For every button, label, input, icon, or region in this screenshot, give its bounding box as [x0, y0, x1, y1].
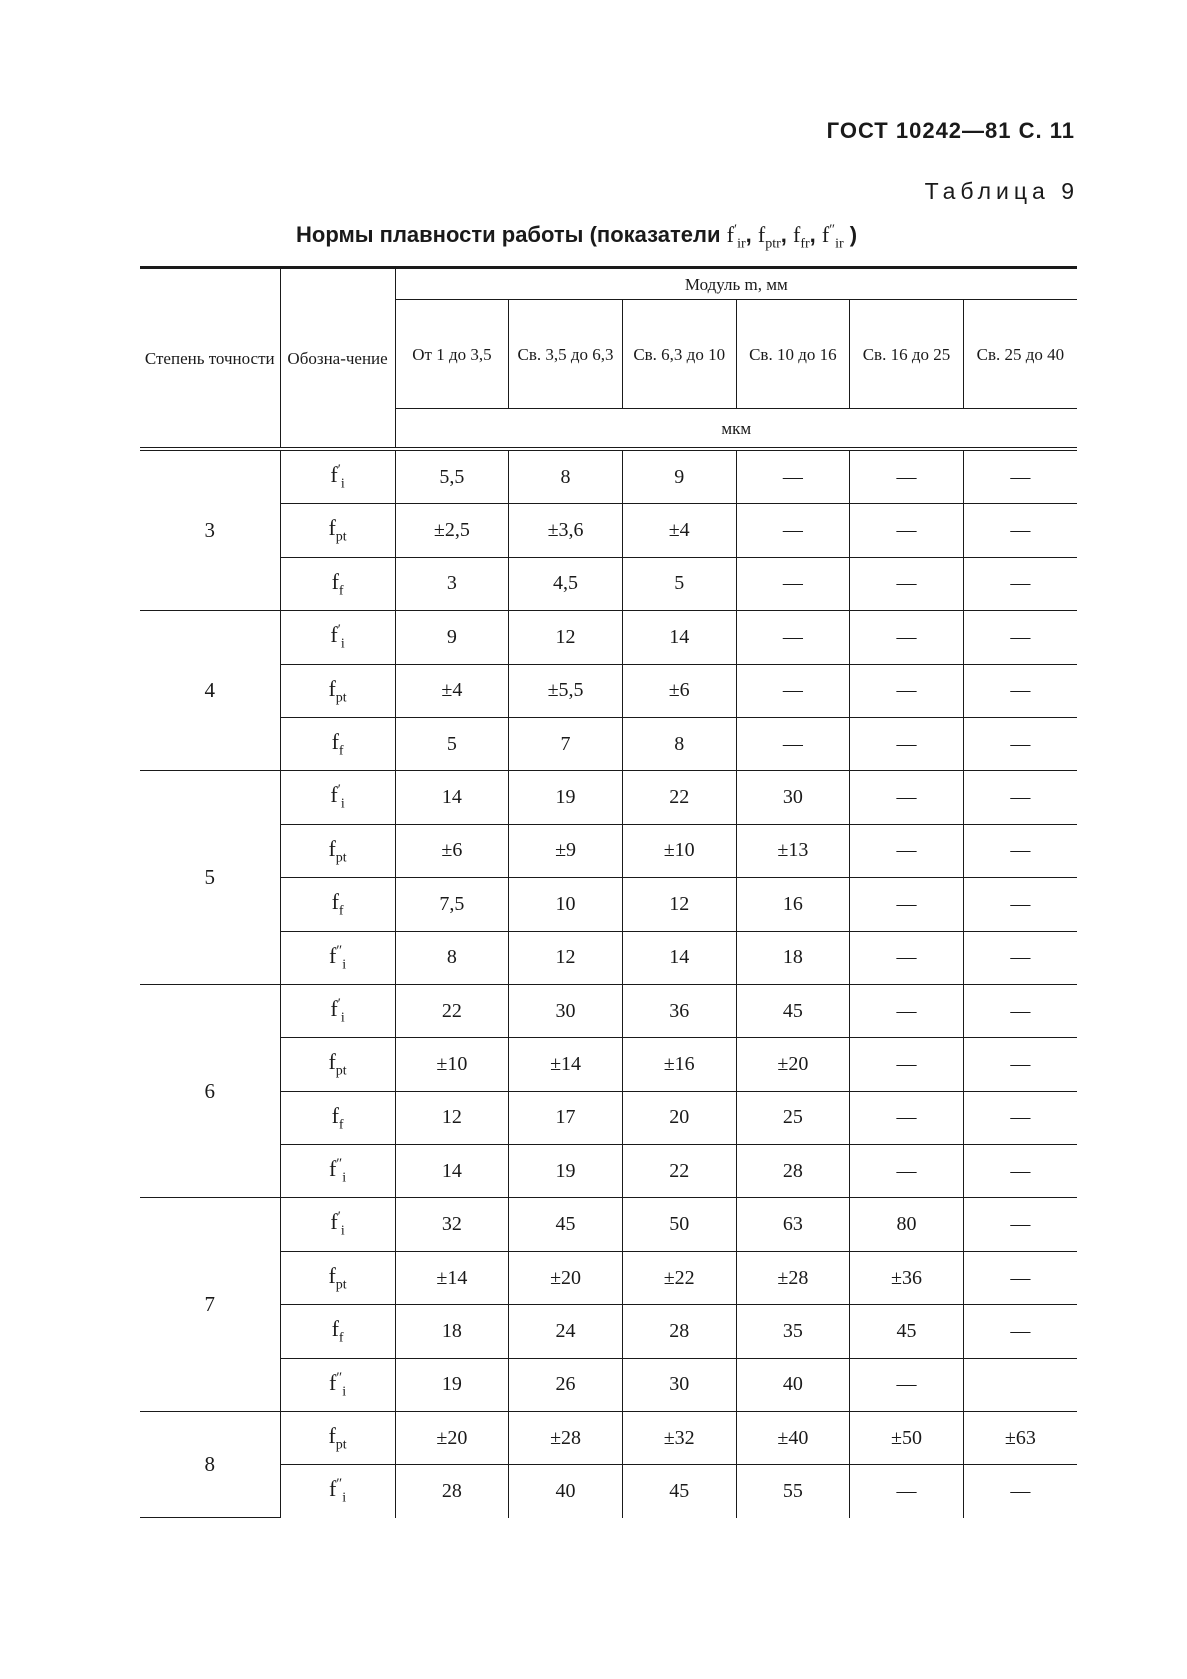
value-cell: 35	[736, 1305, 850, 1358]
value-cell: 45	[622, 1465, 736, 1518]
value-cell: 45	[736, 984, 850, 1037]
value-cell: —	[736, 611, 850, 664]
module-range-header: Св. 3,5 до 6,3	[509, 300, 623, 409]
value-cell: —	[850, 664, 964, 717]
designation-cell: $f'_i$	[280, 1198, 395, 1251]
value-cell: 19	[395, 1358, 509, 1411]
value-cell: ±4	[622, 504, 736, 557]
value-cell: ±22	[622, 1251, 736, 1304]
value-cell: 12	[622, 878, 736, 931]
table-row	[140, 1305, 1077, 1358]
value-cell: ±4	[395, 664, 509, 717]
title-separator: ,	[745, 222, 752, 247]
value-cell: 8	[509, 449, 623, 504]
value-cell: 63	[736, 1198, 850, 1251]
value-cell: 5	[622, 557, 736, 610]
value-cell: 3	[395, 557, 509, 610]
value-cell: 28	[395, 1465, 509, 1518]
accuracy-degree-cell: 6	[140, 984, 280, 1198]
designation-cell: $f_{pt}$	[280, 1251, 395, 1304]
value-cell: 14	[395, 771, 509, 824]
value-cell: ±6	[395, 824, 509, 877]
value-cell: 14	[622, 611, 736, 664]
value-cell: ±20	[736, 1038, 850, 1091]
value-cell: 5	[395, 717, 509, 770]
value-cell: 7	[509, 717, 623, 770]
module-range-header: Св. 10 до 16	[736, 300, 850, 409]
value-cell: 24	[509, 1305, 623, 1358]
value-cell: ±16	[622, 1038, 736, 1091]
value-cell: 30	[622, 1358, 736, 1411]
module-range-header: Св. 25 до 40	[963, 300, 1077, 409]
value-cell: ±36	[850, 1251, 964, 1304]
value-cell: —	[963, 984, 1077, 1037]
value-cell: —	[850, 1465, 964, 1518]
value-cell: —	[850, 611, 964, 664]
designation-cell: $f''_i$	[280, 1145, 395, 1198]
value-cell: —	[963, 771, 1077, 824]
table-row	[140, 1412, 1077, 1465]
value-cell: —	[963, 717, 1077, 770]
value-cell: —	[963, 1145, 1077, 1198]
value-cell: ±63	[963, 1412, 1077, 1465]
value-cell: ±40	[736, 1412, 850, 1465]
designation-cell: $f_f$	[280, 1305, 395, 1358]
table-row	[140, 984, 1077, 1037]
value-cell: 8	[622, 717, 736, 770]
table-row	[140, 1038, 1077, 1091]
value-cell: 36	[622, 984, 736, 1037]
accuracy-degree-cell: 3	[140, 449, 280, 611]
designation-column-header: Обозна-чение	[280, 268, 395, 450]
value-cell: ±20	[509, 1251, 623, 1304]
designation-cell: $f_{pt}$	[280, 1038, 395, 1091]
value-cell: ±5,5	[509, 664, 623, 717]
designation-cell: $f'_i$	[280, 771, 395, 824]
smoothness-norms-table	[140, 266, 1077, 1518]
designation-cell: $f'_i$	[280, 984, 395, 1037]
value-cell: —	[736, 557, 850, 610]
units-header: мкм	[395, 409, 1077, 450]
table-row	[140, 771, 1077, 824]
value-cell: 10	[509, 878, 623, 931]
value-cell: 26	[509, 1358, 623, 1411]
table-title	[296, 222, 857, 252]
value-cell: ±20	[395, 1412, 509, 1465]
module-group-header: Модуль m, мм	[395, 268, 1077, 300]
value-cell: ±9	[509, 824, 623, 877]
title-suffix: )	[849, 222, 858, 247]
table-header	[140, 268, 1077, 450]
value-cell: ±14	[509, 1038, 623, 1091]
table-row	[140, 931, 1077, 984]
value-cell: —	[850, 878, 964, 931]
value-cell: ±10	[622, 824, 736, 877]
value-cell: —	[736, 504, 850, 557]
designation-cell: $f'_i$	[280, 611, 395, 664]
value-cell: 50	[622, 1198, 736, 1251]
value-cell: 9	[395, 611, 509, 664]
value-cell: —	[963, 1465, 1077, 1518]
designation-cell: $f_f$	[280, 1091, 395, 1144]
table-row	[140, 1465, 1077, 1518]
designation-cell: $f_{pt}$	[280, 1412, 395, 1465]
value-cell: 18	[736, 931, 850, 984]
designation-cell: $f_{pt}$	[280, 504, 395, 557]
value-cell: —	[850, 717, 964, 770]
value-cell: —	[850, 1145, 964, 1198]
table-row	[140, 504, 1077, 557]
value-cell: —	[850, 1038, 964, 1091]
value-cell: —	[850, 931, 964, 984]
value-cell: 30	[736, 771, 850, 824]
value-cell: 9	[622, 449, 736, 504]
accuracy-degree-cell: 8	[140, 1412, 280, 1518]
value-cell: 55	[736, 1465, 850, 1518]
value-cell: —	[850, 771, 964, 824]
designation-cell: $f''_i$	[280, 1358, 395, 1411]
value-cell: 19	[509, 1145, 623, 1198]
value-cell: 32	[395, 1198, 509, 1251]
designation-cell: $f_{pt}$	[280, 824, 395, 877]
value-cell: 12	[395, 1091, 509, 1144]
value-cell: 28	[622, 1305, 736, 1358]
value-cell: —	[963, 664, 1077, 717]
designation-cell: $f''_i$	[280, 931, 395, 984]
module-range-header: Св. 6,3 до 10	[622, 300, 736, 409]
value-cell: —	[850, 1358, 964, 1411]
value-cell: ±50	[850, 1412, 964, 1465]
table-row	[140, 824, 1077, 877]
value-cell: 5,5	[395, 449, 509, 504]
value-cell: 25	[736, 1091, 850, 1144]
value-cell: ±3,6	[509, 504, 623, 557]
value-cell: —	[850, 557, 964, 610]
value-cell: —	[850, 824, 964, 877]
value-cell: 14	[395, 1145, 509, 1198]
designation-cell: $f_f$	[280, 717, 395, 770]
value-cell: 45	[509, 1198, 623, 1251]
value-cell: ±2,5	[395, 504, 509, 557]
accuracy-degree-cell: 5	[140, 771, 280, 985]
table-row	[140, 1198, 1077, 1251]
value-cell: —	[963, 824, 1077, 877]
title-prefix: Нормы плавности работы (показатели	[296, 222, 721, 247]
value-cell: 4,5	[509, 557, 623, 610]
value-cell: 40	[736, 1358, 850, 1411]
accuracy-degree-cell: 4	[140, 611, 280, 771]
value-cell: —	[963, 611, 1077, 664]
value-cell: —	[963, 1091, 1077, 1144]
value-cell: 12	[509, 931, 623, 984]
value-cell: 20	[622, 1091, 736, 1144]
value-cell: 22	[395, 984, 509, 1037]
value-cell: —	[850, 1091, 964, 1144]
value-cell: —	[736, 717, 850, 770]
value-cell: —	[963, 504, 1077, 557]
table-row	[140, 611, 1077, 664]
value-cell: —	[963, 1305, 1077, 1358]
table-row	[140, 1251, 1077, 1304]
title-symbol-fptr: $f_{ptr}$	[757, 222, 781, 252]
value-cell: 80	[850, 1198, 964, 1251]
value-cell: 18	[395, 1305, 509, 1358]
value-cell: —	[963, 1038, 1077, 1091]
value-cell: ±32	[622, 1412, 736, 1465]
value-cell: —	[736, 664, 850, 717]
table-label: Таблица 9	[924, 178, 1079, 204]
page-header: ГОСТ 10242—81 С. 11	[826, 118, 1075, 143]
value-cell: 7,5	[395, 878, 509, 931]
designation-cell: $f'_i$	[280, 449, 395, 504]
value-cell: ±28	[509, 1412, 623, 1465]
title-separator: ,	[780, 222, 787, 247]
value-cell: —	[963, 557, 1077, 610]
value-cell: 8	[395, 931, 509, 984]
value-cell: —	[963, 1198, 1077, 1251]
value-cell: 45	[850, 1305, 964, 1358]
value-cell: 12	[509, 611, 623, 664]
degree-column-header: Степень точности	[140, 268, 280, 450]
title-symbol-ffr: $f_{fr}$	[793, 222, 810, 252]
designation-cell: $f_f$	[280, 557, 395, 610]
value-cell: —	[736, 449, 850, 504]
value-cell: 19	[509, 771, 623, 824]
title-separator: ,	[809, 222, 816, 247]
value-cell: ±28	[736, 1251, 850, 1304]
designation-cell: $f_{pt}$	[280, 664, 395, 717]
value-cell: 22	[622, 771, 736, 824]
designation-cell: $f_f$	[280, 878, 395, 931]
value-cell: 28	[736, 1145, 850, 1198]
value-cell: 22	[622, 1145, 736, 1198]
title-symbol-fir-double-prime: $f''_{ir}$	[821, 222, 844, 252]
value-cell: ±6	[622, 664, 736, 717]
value-cell: ±14	[395, 1251, 509, 1304]
designation-cell: $f''_i$	[280, 1465, 395, 1518]
value-cell: 14	[622, 931, 736, 984]
table-body	[140, 449, 1077, 1518]
value-cell: 17	[509, 1091, 623, 1144]
value-cell: —	[850, 449, 964, 504]
value-cell	[963, 1358, 1077, 1411]
table-row	[140, 664, 1077, 717]
value-cell: —	[963, 1251, 1077, 1304]
table-row	[140, 878, 1077, 931]
value-cell: —	[963, 878, 1077, 931]
accuracy-degree-cell: 7	[140, 1198, 280, 1412]
table-row	[140, 1145, 1077, 1198]
module-range-header: Св. 16 до 25	[850, 300, 964, 409]
value-cell: —	[963, 931, 1077, 984]
table-row	[140, 1091, 1077, 1144]
table-row	[140, 449, 1077, 504]
value-cell: 30	[509, 984, 623, 1037]
value-cell: —	[850, 984, 964, 1037]
value-cell: —	[963, 449, 1077, 504]
value-cell: —	[850, 504, 964, 557]
value-cell: ±13	[736, 824, 850, 877]
value-cell: 40	[509, 1465, 623, 1518]
title-symbol-fir-prime: $f'_{ir}$	[726, 222, 746, 252]
value-cell: ±10	[395, 1038, 509, 1091]
table-row	[140, 557, 1077, 610]
value-cell: 16	[736, 878, 850, 931]
module-range-header: От 1 до 3,5	[395, 300, 509, 409]
table-row	[140, 1358, 1077, 1411]
table-row	[140, 717, 1077, 770]
